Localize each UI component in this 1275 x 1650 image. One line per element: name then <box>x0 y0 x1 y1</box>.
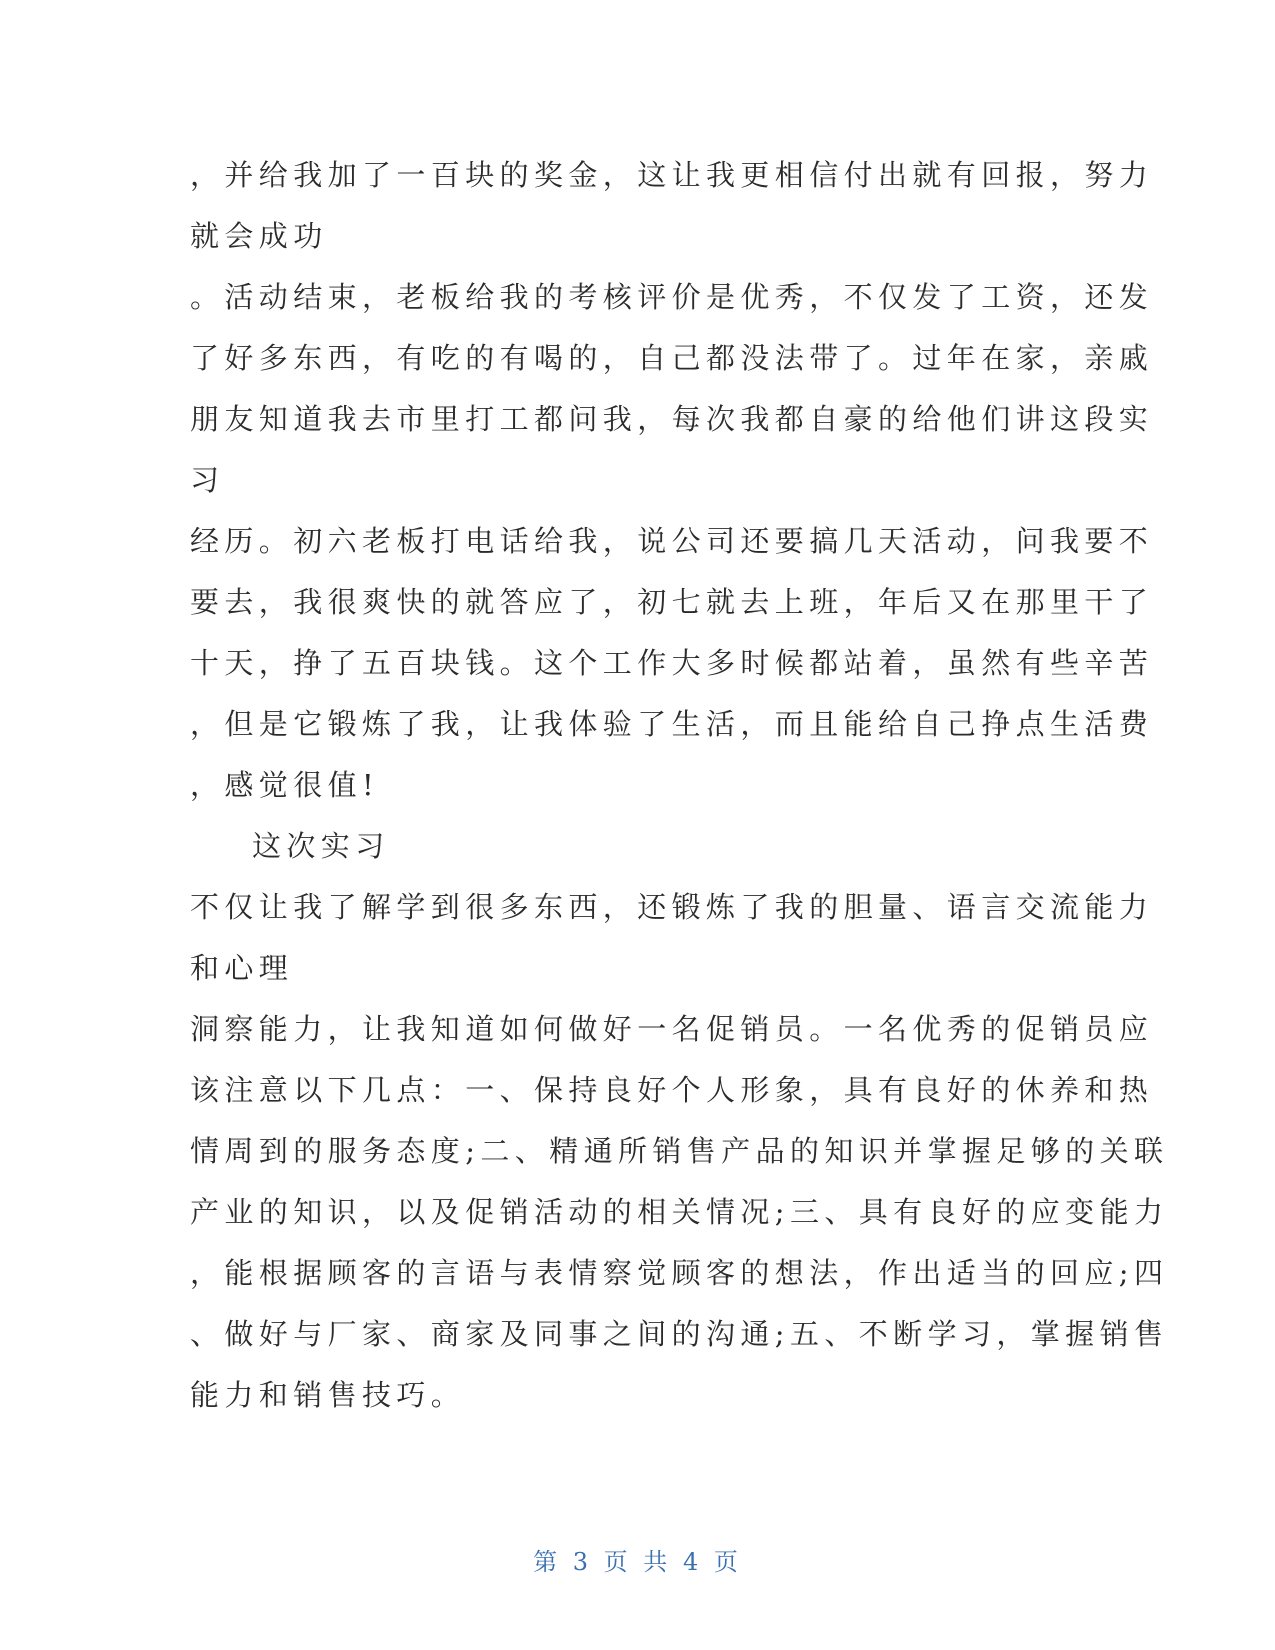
text-line: 情周到的服务态度;二、精通所销售产品的知识并掌握足够的关联 <box>190 1134 1169 1168</box>
page-number-footer: 第 3 页 共 4 页 <box>533 1548 742 1576</box>
text-line: ，但是它锻炼了我，让我体验了生活，而且能给自己挣点生活费 <box>190 707 1154 741</box>
text-line: 和心理 <box>190 951 294 985</box>
paragraph-heading-line: 这次实习 <box>252 829 390 863</box>
text-line: 能力和销售技巧。 <box>190 1378 466 1412</box>
text-line: 不仅让我了解学到很多东西，还锻炼了我的胆量、语言交流能力 <box>190 890 1154 924</box>
text-line: 经历。初六老板打电话给我，说公司还要搞几天活动，问我要不 <box>190 524 1154 558</box>
text-line: 。活动结束，老板给我的考核评价是优秀，不仅发了工资，还发 <box>190 280 1154 314</box>
text-line: 产业的知识，以及促销活动的相关情况;三、具有良好的应变能力 <box>190 1195 1169 1229</box>
text-line: 十天，挣了五百块钱。这个工作大多时候都站着，虽然有些辛苦 <box>190 646 1154 680</box>
text-line: 就会成功 <box>190 219 328 253</box>
text-line: 了好多东西，有吃的有喝的，自己都没法带了。过年在家，亲戚 <box>190 341 1154 375</box>
text-line: 习 <box>190 463 225 497</box>
text-line: 朋友知道我去市里打工都问我，每次我都自豪的给他们讲这段实 <box>190 402 1154 436</box>
text-line: ，感觉很值! <box>190 768 380 802</box>
document-body <box>190 145 1169 1426</box>
text-line: ，能根据顾客的言语与表情察觉顾客的想法，作出适当的回应;四 <box>190 1256 1169 1290</box>
text-line: 该注意以下几点：一、保持良好个人形象，具有良好的休养和热 <box>190 1073 1154 1107</box>
text-line: 洞察能力，让我知道如何做好一名促销员。一名优秀的促销员应 <box>190 1012 1154 1046</box>
text-line: 、做好与厂家、商家及同事之间的沟通;五、不断学习，掌握销售 <box>190 1317 1169 1351</box>
text-line: 要去，我很爽快的就答应了，初七就去上班，年后又在那里干了 <box>190 585 1154 619</box>
text-line: ，并给我加了一百块的奖金，这让我更相信付出就有回报，努力 <box>190 158 1154 192</box>
